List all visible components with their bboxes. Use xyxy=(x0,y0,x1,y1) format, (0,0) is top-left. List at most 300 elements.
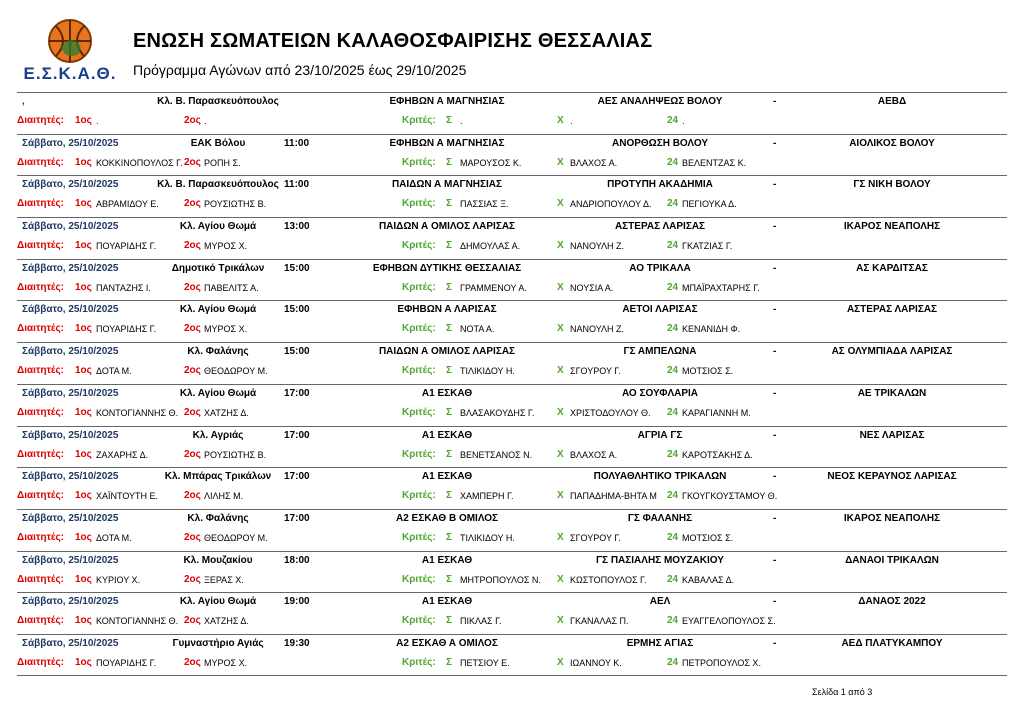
away-team: ΙΚΑΡΟΣ ΝΕΑΠΟΛΗΣ xyxy=(843,221,941,233)
judges-label: Κριτές: xyxy=(402,490,436,502)
versus-dash: - xyxy=(773,221,777,233)
first-referee-label: 1ος xyxy=(75,365,92,377)
first-referee-label: 1ος xyxy=(75,448,92,460)
second-referee: ΡΟΥΣΙΩΤΗΣ Β. xyxy=(204,199,267,210)
match-category: ΕΦΗΒΩΝ Α ΜΑΓΝΗΣΙΑΣ xyxy=(389,137,505,149)
home-team: ΑΝΟΡΘΩΣΗ ΒΟΛΟΥ xyxy=(612,137,708,149)
scorer-label: Σ xyxy=(446,365,453,377)
first-referee: ΚΟΝΤΟΓΙΑΝΝΗΣ Θ. xyxy=(96,407,179,418)
scorer-label: Σ xyxy=(446,198,453,210)
shotclock-label: 24 xyxy=(667,323,679,335)
shotclock-label: 24 xyxy=(667,656,679,668)
match-info-row xyxy=(17,221,1007,237)
away-team: ΑΕΒΔ xyxy=(877,96,907,107)
second-referee-label: 2ος xyxy=(184,656,201,668)
shotclock-operator: . xyxy=(682,116,685,126)
referees-label: Διαιτητές: xyxy=(17,615,64,627)
timer-label: Χ xyxy=(557,156,564,168)
home-team: ΓΣ ΦΑΛΑΝΗΣ xyxy=(627,512,693,524)
second-referee: ΧΑΤΖΗΣ Δ. xyxy=(204,616,249,627)
timer-label: Χ xyxy=(557,198,564,210)
judges-label: Κριτές: xyxy=(402,615,436,627)
second-referee: ΡΟΠΗ Σ. xyxy=(204,157,241,168)
second-referee-label: 2ος xyxy=(184,406,201,418)
referees-label: Διαιτητές: xyxy=(17,156,64,168)
shotclock-operator: ΕΥΑΓΓΕΛΟΠΟΥΛΟΣ Σ. xyxy=(682,616,776,627)
first-referee: ΚΥΡΙΟΥ Χ. xyxy=(96,574,141,585)
timer-label: Χ xyxy=(557,281,564,293)
second-referee-label: 2ος xyxy=(184,240,201,252)
match-time: 17:00 xyxy=(284,387,310,399)
match-time: 15:00 xyxy=(284,304,310,316)
match-date: Σάββατο, 25/10/2025 xyxy=(22,512,119,524)
match-category: Α1 ΕΣΚΑΘ xyxy=(421,554,473,566)
first-referee-label: 1ος xyxy=(75,115,92,126)
first-referee: ΔΟΤΑ Μ. xyxy=(96,366,132,377)
match-time: 17:00 xyxy=(284,512,310,524)
shotclock-operator: ΓΚΟΥΓΚΟΥΣΤΑΜΟΥ Θ. xyxy=(682,491,778,502)
officials-row xyxy=(17,615,1007,631)
scorer: ΒΛΑΣΑΚΟΥΔΗΣ Γ. xyxy=(460,407,535,418)
judges-label: Κριτές: xyxy=(402,115,436,126)
second-referee: ΜΥΡΟΣ Χ. xyxy=(204,241,248,252)
timer-label: Χ xyxy=(557,365,564,377)
second-referee-label: 2ος xyxy=(184,531,201,543)
timer: ΧΡΙΣΤΟΔΟΥΛΟΥ Θ. xyxy=(570,407,651,418)
referees-label: Διαιτητές: xyxy=(17,406,64,418)
versus-dash: - xyxy=(773,554,777,566)
match-row xyxy=(17,426,1007,468)
scorer-label: Σ xyxy=(446,240,453,252)
scorer-label: Σ xyxy=(446,573,453,585)
second-referee: ΧΑΤΖΗΣ Δ. xyxy=(204,407,249,418)
match-date: Σάββατο, 25/10/2025 xyxy=(22,221,119,233)
match-venue: Κλ. Φαλάνης xyxy=(187,346,249,358)
second-referee-label: 2ος xyxy=(184,323,201,335)
match-time: 19:30 xyxy=(284,637,310,649)
second-referee-label: 2ος xyxy=(184,448,201,460)
judges-label: Κριτές: xyxy=(402,323,436,335)
match-info-row xyxy=(17,555,1007,571)
timer: ΑΝΔΡΙΟΠΟΥΛΟΥ Δ. xyxy=(570,199,652,210)
second-referee: ΡΟΥΣΙΩΤΗΣ Β. xyxy=(204,449,267,460)
judges-label: Κριτές: xyxy=(402,198,436,210)
match-date: Σάββατο, 25/10/2025 xyxy=(22,137,119,149)
first-referee-label: 1ος xyxy=(75,531,92,543)
match-row xyxy=(17,92,1007,134)
officials-row xyxy=(17,574,1007,590)
match-date: Σάββατο, 25/10/2025 xyxy=(22,471,119,483)
shotclock-operator: ΜΟΤΣΙΟΣ Σ. xyxy=(682,532,734,543)
shotclock-label: 24 xyxy=(667,531,679,543)
match-time: 15:00 xyxy=(284,346,310,358)
match-venue: Κλ. Μπάρας Τρικάλων xyxy=(164,471,272,483)
versus-dash: - xyxy=(773,96,777,107)
match-row xyxy=(17,467,1007,509)
first-referee: ΠΑΝΤΑΖΗΣ Ι. xyxy=(96,282,151,293)
scorer: ΠΑΣΣΙΑΣ Ξ. xyxy=(460,199,509,210)
match-row xyxy=(17,342,1007,384)
officials-row xyxy=(17,490,1007,506)
away-team: ΔΑΝΑΟΙ ΤΡΙΚΑΛΩΝ xyxy=(845,554,939,566)
match-time: 17:00 xyxy=(284,429,310,441)
timer: ΝΟΥΣΙΑ Α. xyxy=(570,282,614,293)
match-venue: Κλ. Αγριάς xyxy=(192,429,244,441)
first-referee: ΖΑΧΑΡΗΣ Δ. xyxy=(96,449,149,460)
match-venue: Κλ. Αγίου Θωμά xyxy=(179,387,257,399)
match-row xyxy=(17,175,1007,217)
second-referee: ΘΕΟΔΩΡΟΥ Μ. xyxy=(204,532,268,543)
scorer: ΤΙΛΙΚΙΔΟΥ Η. xyxy=(460,532,515,543)
timer-label: Χ xyxy=(557,573,564,585)
match-info-row xyxy=(17,638,1007,654)
second-referee: ΠΑΒΕΛΙΤΣ Α. xyxy=(204,282,259,293)
officials-row xyxy=(17,157,1007,173)
judges-label: Κριτές: xyxy=(402,531,436,543)
timer-label: Χ xyxy=(557,656,564,668)
away-team: ΔΑΝΑΟΣ 2022 xyxy=(858,596,926,608)
scorer-label: Σ xyxy=(446,281,453,293)
referees-label: Διαιτητές: xyxy=(17,448,64,460)
timer-label: Χ xyxy=(557,115,564,126)
home-team: ΕΡΜΗΣ ΑΓΙΑΣ xyxy=(626,637,694,649)
match-category: Α1 ΕΣΚΑΘ xyxy=(421,471,473,483)
officials-row xyxy=(17,449,1007,465)
second-referee: . xyxy=(204,116,207,126)
basketball-icon xyxy=(47,18,93,64)
match-row xyxy=(17,259,1007,301)
match-time: 19:00 xyxy=(284,596,310,608)
schedule-table xyxy=(17,92,1007,676)
match-time: 11:00 xyxy=(284,137,310,149)
timer: ΒΛΑΧΟΣ Α. xyxy=(570,449,618,460)
match-info-row xyxy=(17,471,1007,487)
shotclock-label: 24 xyxy=(667,115,679,126)
match-category: ΕΦΗΒΩΝ Α ΛΑΡΙΣΑΣ xyxy=(397,304,497,316)
officials-row xyxy=(17,532,1007,548)
shotclock-operator: ΚΑΡΑΓΙΑΝΝΗ Μ. xyxy=(682,407,751,418)
shotclock-operator: ΚΑΡΟΤΣΑΚΗΣ Δ. xyxy=(682,449,753,460)
shotclock-label: 24 xyxy=(667,365,679,377)
scorer: ΝΟΤΑ Α. xyxy=(460,324,495,335)
away-team: ΑΕ ΤΡΙΚΑΛΩΝ xyxy=(857,387,927,399)
scorer: ΧΑΜΠΕΡΗ Γ. xyxy=(460,491,514,502)
match-time: 13:00 xyxy=(284,221,310,233)
timer: ΒΛΑΧΟΣ Α. xyxy=(570,157,618,168)
referees-label: Διαιτητές: xyxy=(17,115,64,126)
first-referee-label: 1ος xyxy=(75,656,92,668)
scorer: ΤΙΛΙΚΙΔΟΥ Η. xyxy=(460,366,515,377)
page-title: ΕΝΩΣΗ ΣΩΜΑΤΕΙΩΝ ΚΑΛΑΘΟΣΦΑΙΡΙΣΗΣ ΘΕΣΣΑΛΙΑΣ xyxy=(133,30,653,52)
first-referee: ΠΟΥΑΡΙΔΗΣ Γ. xyxy=(96,657,157,668)
shotclock-operator: ΒΕΛΕΝΤΖΑΣ Κ. xyxy=(682,157,747,168)
match-time: 18:00 xyxy=(284,554,310,566)
shotclock-operator: ΜΟΤΣΙΟΣ Σ. xyxy=(682,366,734,377)
timer: ΓΚΑΝΑΛΑΣ Π. xyxy=(570,616,629,627)
first-referee-label: 1ος xyxy=(75,323,92,335)
match-info-row xyxy=(17,430,1007,446)
match-date: Σάββατο, 25/10/2025 xyxy=(22,179,119,191)
match-time: 15:00 xyxy=(284,262,310,274)
timer: ΣΓΟΥΡΟΥ Γ. xyxy=(570,532,621,543)
match-row xyxy=(17,134,1007,176)
scorer-label: Σ xyxy=(446,615,453,627)
versus-dash: - xyxy=(773,512,777,524)
referees-label: Διαιτητές: xyxy=(17,531,64,543)
second-referee-label: 2ος xyxy=(184,156,201,168)
referees-label: Διαιτητές: xyxy=(17,198,64,210)
scorer-label: Σ xyxy=(446,656,453,668)
versus-dash: - xyxy=(773,262,777,274)
away-team: ΑΕΔ ΠΛΑΤΥΚΑΜΠΟΥ xyxy=(841,637,943,649)
officials-row xyxy=(17,323,1007,339)
match-row xyxy=(17,592,1007,634)
match-category: ΠΑΙΔΩΝ Α ΟΜΙΛΟΣ ΛΑΡΙΣΑΣ xyxy=(378,346,516,358)
match-category: ΠΑΙΔΩΝ Α ΟΜΙΛΟΣ ΛΑΡΙΣΑΣ xyxy=(378,221,516,233)
match-venue: Γυμναστήριο Αγιάς xyxy=(172,637,264,649)
match-date: Σάββατο, 25/10/2025 xyxy=(22,262,119,274)
home-team: ΑΕΣ ΑΝΑΛΗΨΕΩΣ ΒΟΛΟΥ xyxy=(597,96,723,107)
match-info-row xyxy=(17,596,1007,612)
match-time: 17:00 xyxy=(284,471,310,483)
home-team: ΠΟΛΥΑΘΛΗΤΙΚΟ ΤΡΙΚΑΛΩΝ xyxy=(593,471,727,483)
match-info-row xyxy=(17,179,1007,195)
eskath-logo xyxy=(20,16,120,86)
shotclock-label: 24 xyxy=(667,156,679,168)
match-info-row xyxy=(17,138,1007,154)
away-team: ΑΣΤΕΡΑΣ ΛΑΡΙΣΑΣ xyxy=(846,304,938,316)
first-referee: ΚΟΚΚΙΝΟΠΟΥΛΟΣ Γ. xyxy=(96,157,183,168)
match-category: Α1 ΕΣΚΑΘ xyxy=(421,429,473,441)
away-team: ΑΣ ΚΑΡΔΙΤΣΑΣ xyxy=(856,262,928,274)
match-date: Σάββατο, 25/10/2025 xyxy=(22,554,119,566)
second-referee-label: 2ος xyxy=(184,490,201,502)
match-venue: Κλ. Αγίου Θωμά xyxy=(179,596,257,608)
first-referee-label: 1ος xyxy=(75,615,92,627)
shotclock-operator: ΜΠΑΪΡΑΧΤΑΡΗΣ Γ. xyxy=(682,282,760,293)
match-info-row xyxy=(17,388,1007,404)
match-category: Α1 ΕΣΚΑΘ xyxy=(421,596,473,608)
second-referee-label: 2ος xyxy=(184,573,201,585)
scorer-label: Σ xyxy=(446,490,453,502)
match-venue: Κλ. Αγίου Θωμά xyxy=(179,304,257,316)
first-referee-label: 1ος xyxy=(75,198,92,210)
second-referee-label: 2ος xyxy=(184,281,201,293)
match-venue: Κλ. Φαλάνης xyxy=(187,512,249,524)
home-team: ΓΣ ΠΑΣΙΑΛΗΣ ΜΟΥΖΑΚΙΟΥ xyxy=(596,554,724,566)
judges-label: Κριτές: xyxy=(402,156,436,168)
match-date: Σάββατο, 25/10/2025 xyxy=(22,596,119,608)
shotclock-label: 24 xyxy=(667,573,679,585)
referees-label: Διαιτητές: xyxy=(17,240,64,252)
match-row xyxy=(17,551,1007,593)
second-referee-label: 2ος xyxy=(184,198,201,210)
first-referee-label: 1ος xyxy=(75,573,92,585)
match-venue: Δημοτικό Τρικάλων xyxy=(171,262,265,274)
second-referee: ΜΥΡΟΣ Χ. xyxy=(204,324,248,335)
versus-dash: - xyxy=(773,346,777,358)
second-referee-label: 2ος xyxy=(184,365,201,377)
away-team: ΑΙΟΛΙΚΟΣ ΒΟΛΟΥ xyxy=(849,137,935,149)
match-row xyxy=(17,300,1007,342)
home-team: ΑΕΛ xyxy=(649,596,671,608)
referees-label: Διαιτητές: xyxy=(17,323,64,335)
match-date: Σάββατο, 25/10/2025 xyxy=(22,429,119,441)
scorer: ΒΕΝΕΤΣΑΝΟΣ Ν. xyxy=(460,449,533,460)
officials-row xyxy=(17,407,1007,423)
first-referee: ΔΟΤΑ Μ. xyxy=(96,532,132,543)
first-referee-label: 1ος xyxy=(75,240,92,252)
home-team: ΠΡΟΤΥΠΗ ΑΚΑΔΗΜΙΑ xyxy=(607,179,713,191)
shotclock-operator: ΠΕΓΙΟΥΚΑ Δ. xyxy=(682,199,737,210)
match-venue: Κλ. Μουζακίου xyxy=(183,554,253,566)
first-referee-label: 1ος xyxy=(75,406,92,418)
shotclock-label: 24 xyxy=(667,281,679,293)
second-referee: ΜΥΡΟΣ Χ. xyxy=(204,657,248,668)
match-row xyxy=(17,384,1007,426)
referees-label: Διαιτητές: xyxy=(17,281,64,293)
match-venue: ΕΑΚ Βόλου xyxy=(190,137,246,149)
timer: . xyxy=(570,116,573,126)
match-category: Α2 ΕΣΚΑΘ Α ΟΜΙΛΟΣ xyxy=(396,637,498,649)
match-category: Α1 ΕΣΚΑΘ xyxy=(421,387,473,399)
timer: ΙΩΑΝΝΟΥ Κ. xyxy=(570,657,622,668)
match-category: ΕΦΗΒΩΝ Α ΜΑΓΝΗΣΙΑΣ xyxy=(389,96,505,107)
home-team: ΑΟ ΤΡΙΚΑΛΑ xyxy=(629,262,691,274)
scorer-label: Σ xyxy=(446,323,453,335)
officials-row xyxy=(17,365,1007,381)
first-referee: ΠΟΥΑΡΙΔΗΣ Γ. xyxy=(96,241,157,252)
match-info-row xyxy=(17,304,1007,320)
timer-label: Χ xyxy=(557,406,564,418)
scorer: ΔΗΜΟΥΛΑΣ Α. xyxy=(460,241,521,252)
match-date: Σάββατο, 25/10/2025 xyxy=(22,304,119,316)
page-header xyxy=(0,0,1024,92)
match-info-row xyxy=(17,346,1007,362)
referees-label: Διαιτητές: xyxy=(17,490,64,502)
home-team: ΑΕΤΟΙ ΛΑΡΙΣΑΣ xyxy=(622,304,698,316)
match-time: 11:00 xyxy=(284,179,310,191)
scorer: ΜΗΤΡΟΠΟΥΛΟΣ Ν. xyxy=(460,574,541,585)
timer: ΠΑΠΑΔΗΜΑ-ΒΗΤΑ Μ xyxy=(570,491,657,502)
second-referee: ΛΙΛΗΣ Μ. xyxy=(204,491,244,502)
first-referee-label: 1ος xyxy=(75,156,92,168)
match-date: Σάββατο, 25/10/2025 xyxy=(22,387,119,399)
scorer-label: Σ xyxy=(446,531,453,543)
away-team: ΝΕΟΣ ΚΕΡΑΥΝΟΣ ΛΑΡΙΣΑΣ xyxy=(827,471,957,483)
match-category: Α2 ΕΣΚΑΘ Β ΟΜΙΛΟΣ xyxy=(395,512,499,524)
officials-row xyxy=(17,198,1007,214)
away-team: ΑΣ ΟΛΥΜΠΙΑΔΑ ΛΑΡΙΣΑΣ xyxy=(831,346,953,358)
match-category: ΕΦΗΒΩΝ ΔΥΤΙΚΗΣ ΘΕΣΣΑΛΙΑΣ xyxy=(372,262,522,274)
second-referee-label: 2ος xyxy=(184,115,201,126)
match-info-row xyxy=(17,96,1007,112)
shotclock-label: 24 xyxy=(667,198,679,210)
scorer: ΠΕΤΣΙΟΥ Ε. xyxy=(460,657,510,668)
judges-label: Κριτές: xyxy=(402,406,436,418)
shotclock-operator: ΠΕΤΡΟΠΟΥΛΟΣ Χ. xyxy=(682,657,761,668)
shotclock-label: 24 xyxy=(667,448,679,460)
shotclock-label: 24 xyxy=(667,615,679,627)
home-team: ΑΣΤΕΡΑΣ ΛΑΡΙΣΑΣ xyxy=(614,221,706,233)
timer-label: Χ xyxy=(557,531,564,543)
judges-label: Κριτές: xyxy=(402,365,436,377)
timer: ΝΑΝΟΥΛΗ Ζ. xyxy=(570,241,625,252)
first-referee: . xyxy=(96,116,99,126)
first-referee: ΧΑΪΝΤΟΥΤΗ Ε. xyxy=(96,491,159,502)
shotclock-operator: ΚΕΝΑΝΙΔΗ Φ. xyxy=(682,324,741,335)
versus-dash: - xyxy=(773,387,777,399)
first-referee: ΑΒΡΑΜΙΔΟΥ Ε. xyxy=(96,199,159,210)
match-row xyxy=(17,634,1007,676)
officials-row xyxy=(17,282,1007,298)
timer: ΣΓΟΥΡΟΥ Γ. xyxy=(570,366,621,377)
match-category: ΠΑΙΔΩΝ Α ΜΑΓΝΗΣΙΑΣ xyxy=(391,179,503,191)
second-referee: ΘΕΟΔΩΡΟΥ Μ. xyxy=(204,366,268,377)
officials-row xyxy=(17,115,1007,131)
shotclock-label: 24 xyxy=(667,406,679,418)
first-referee-label: 1ος xyxy=(75,490,92,502)
match-row xyxy=(17,217,1007,259)
scorer-label: Σ xyxy=(446,406,453,418)
first-referee-label: 1ος xyxy=(75,281,92,293)
shotclock-operator: ΚΑΒΑΛΑΣ Δ. xyxy=(682,574,735,585)
timer-label: Χ xyxy=(557,323,564,335)
versus-dash: - xyxy=(773,429,777,441)
referees-label: Διαιτητές: xyxy=(17,573,64,585)
second-referee-label: 2ος xyxy=(184,615,201,627)
home-team: ΓΣ ΑΜΠΕΛΩΝΑ xyxy=(623,346,697,358)
scorer: ΓΡΑΜΜΕΝΟΥ Α. xyxy=(460,282,527,293)
home-team: ΑΓΡΙΑ ΓΣ xyxy=(637,429,683,441)
timer-label: Χ xyxy=(557,240,564,252)
versus-dash: - xyxy=(773,137,777,149)
first-referee: ΠΟΥΑΡΙΔΗΣ Γ. xyxy=(96,324,157,335)
judges-label: Κριτές: xyxy=(402,240,436,252)
judges-label: Κριτές: xyxy=(402,448,436,460)
scorer-label: Σ xyxy=(446,115,453,126)
timer: ΝΑΝΟΥΛΗ Ζ. xyxy=(570,324,625,335)
page-subtitle: Πρόγραμμα Αγώνων από 23/10/2025 έως 29/10/2025 xyxy=(133,62,467,78)
match-date: , xyxy=(22,96,25,107)
timer-label: Χ xyxy=(557,615,564,627)
away-team: ΝΕΣ ΛΑΡΙΣΑΣ xyxy=(859,429,925,441)
scorer-label: Σ xyxy=(446,448,453,460)
versus-dash: - xyxy=(773,471,777,483)
shotclock-label: 24 xyxy=(667,490,679,502)
away-team: ΙΚΑΡΟΣ ΝΕΑΠΟΛΗΣ xyxy=(843,512,941,524)
match-venue: Κλ. Αγίου Θωμά xyxy=(179,221,257,233)
timer-label: Χ xyxy=(557,490,564,502)
judges-label: Κριτές: xyxy=(402,656,436,668)
match-date: Σάββατο, 25/10/2025 xyxy=(22,346,119,358)
second-referee: ΞΕΡΑΣ Χ. xyxy=(204,574,244,585)
match-info-row xyxy=(17,513,1007,529)
match-info-row xyxy=(17,263,1007,279)
away-team: ΓΣ ΝΙΚΗ ΒΟΛΟΥ xyxy=(853,179,931,191)
timer: ΚΩΣΤΟΠΟΥΛΟΣ Γ. xyxy=(570,574,647,585)
scorer-label: Σ xyxy=(446,156,453,168)
scorer: ΜΑΡΟΥΣΟΣ Κ. xyxy=(460,157,522,168)
shotclock-operator: ΓΚΑΤΖΙΑΣ Γ. xyxy=(682,241,733,252)
versus-dash: - xyxy=(773,179,777,191)
officials-row xyxy=(17,240,1007,256)
referees-label: Διαιτητές: xyxy=(17,365,64,377)
page-number: Σελίδα 1 από 3 xyxy=(812,687,873,697)
scorer: . xyxy=(460,116,463,126)
officials-row xyxy=(17,657,1007,673)
versus-dash: - xyxy=(773,637,777,649)
